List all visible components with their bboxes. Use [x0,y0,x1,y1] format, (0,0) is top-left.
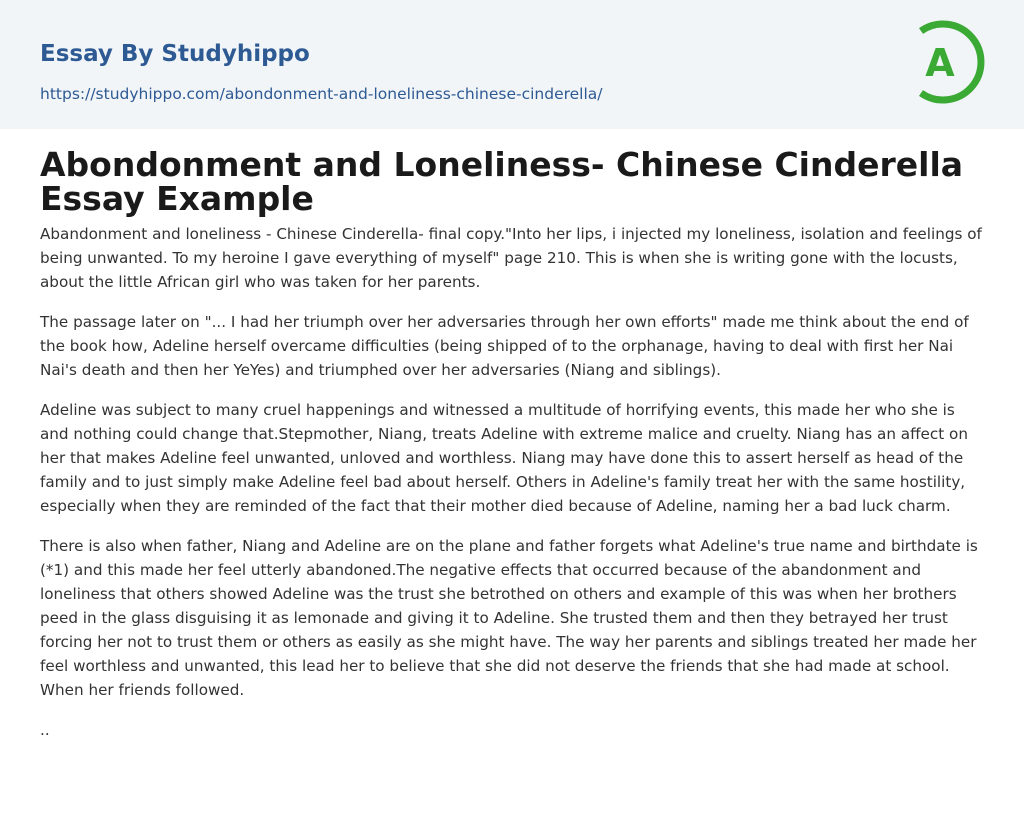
logo-letter: A [925,41,955,85]
article [40,145,986,742]
site-header [0,0,1024,129]
article-title: Abondonment and Loneliness- Chinese Cinderella Essay Example [40,145,964,218]
article-paragraph-4: There is also when father, Niang and Adeline are on the plane and father forgets what Adeline's true name and birthdate is (*1) and this made her feel utterly abandoned.The negative effects that occurred because of the abandonment and loneliness that others showed Adeline was the trust she betrothed on others and example of this was when her brothers peed in the glass disguising it as lemonade and giving it to Adeline. She trusted them and then they betrayed her trust forcing her not to trust them or others as easily as she might have. The way her parents and siblings treated her made her feel worthless and unwanted, this lead her to believe that she did not deserve the friends that she had made at school. When her friends followed. [40,537,978,699]
article-paragraph-3: Adeline was subject to many cruel happenings and witnessed a multitude of horrifying events, this made her who she is and nothing could change that.Stepmother, Niang, treats Adeline with extreme malice and cruelty. Niang has an affect on her that makes Adeline feel unwanted, unloved and worthless. Niang may have done this to assert herself as head of the family and to just simply make Adeline feel bad about herself. Others in Adeline's family treat her with the same hostility, especially when they are reminded of the fact that their mother died because of Adeline, naming her a bad luck charm. [40,401,968,515]
page-url-link[interactable]: https://studyhippo.com/abondonment-and-loneliness-chinese-cinderella/ [40,85,603,103]
studyhippo-logo-icon[interactable] [912,18,986,106]
article-ellipsis: .. [40,721,50,739]
article-paragraph-2: The passage later on "... I had her triumph over her adversaries through her own efforts" made me think about the end of the book how, Adeline herself overcame difficulties (being shipped of to the orphanage, having to deal with first her Nai Nai's death and then her YeYes) and triumphed over her adversaries (Niang and siblings). [40,313,969,379]
brand-title[interactable]: Essay By Studyhippo [40,41,310,67]
article-paragraph-1: Abandonment and loneliness - Chinese Cinderella- final copy."Into her lips, i injected my loneliness, isolation and feelings of being unwanted. To my heroine I gave everything of myself" page 210. This is when she is writing gone with the locusts, about the little African girl who was taken for her parents. [40,225,982,291]
